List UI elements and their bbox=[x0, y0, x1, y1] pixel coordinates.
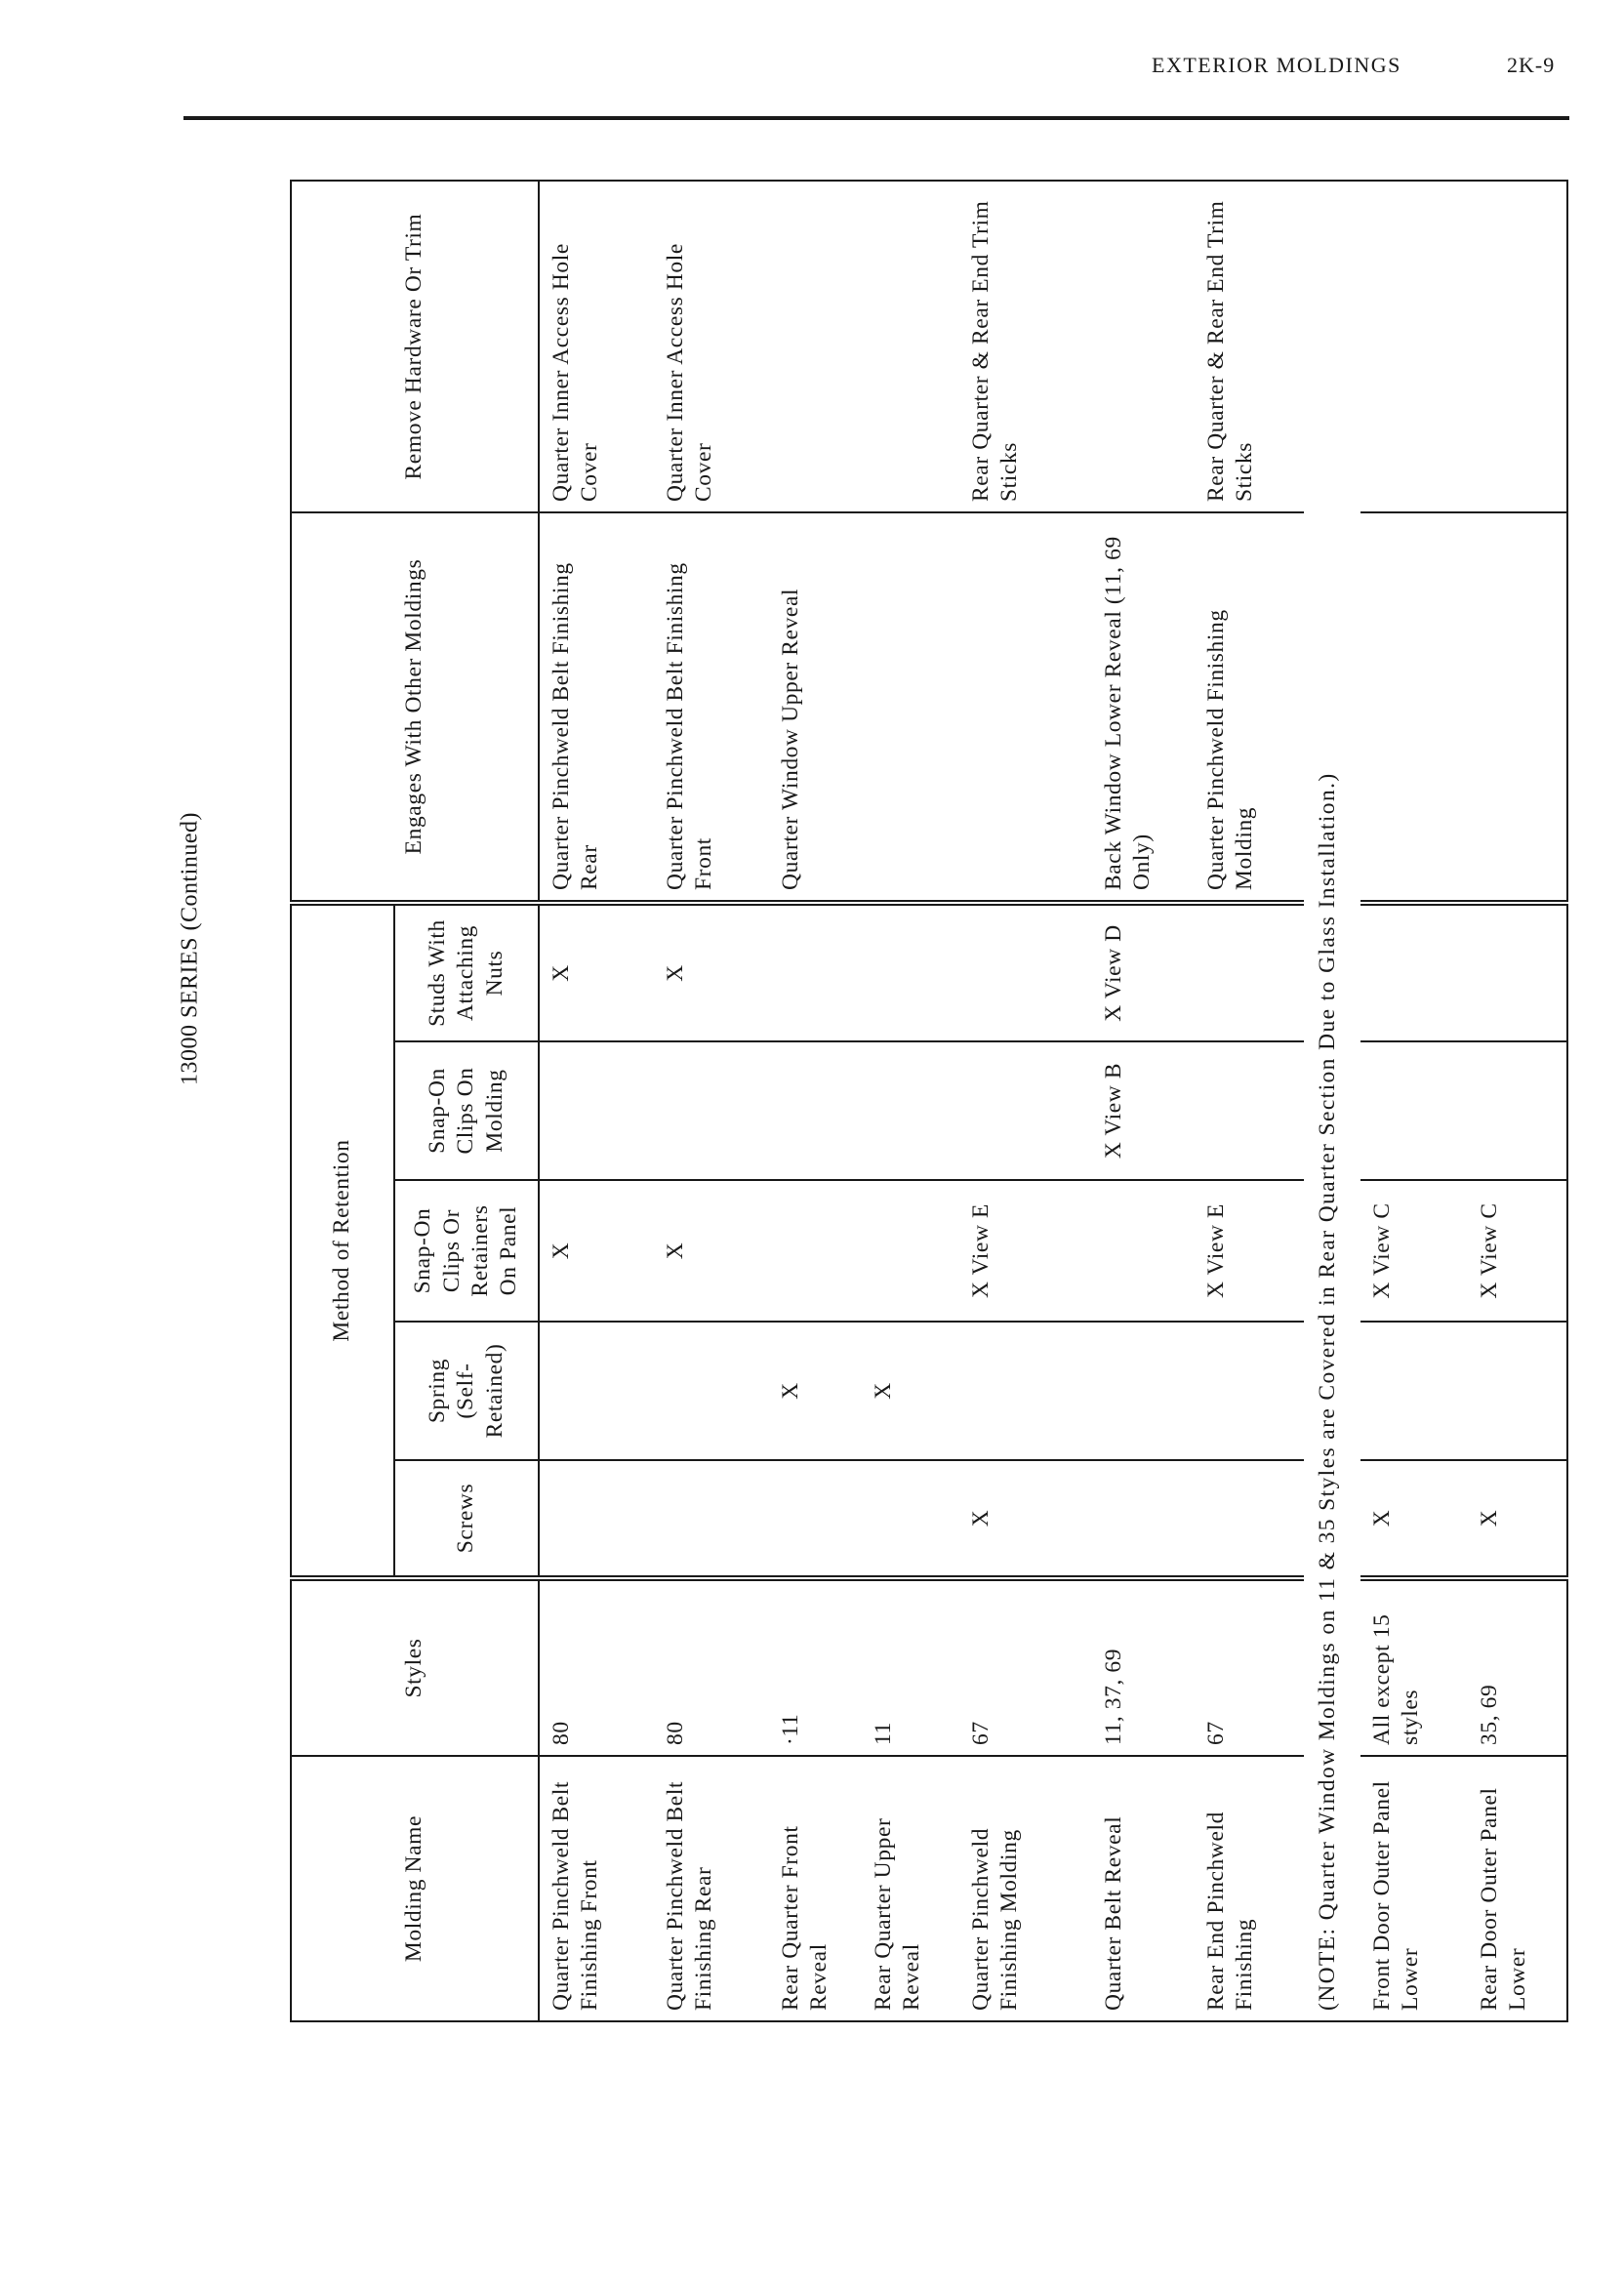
table-row bbox=[654, 181, 769, 2021]
engages-cell: Quarter Pinchweld Belt Finishing Front bbox=[654, 512, 769, 903]
snap-panel-cell: X bbox=[539, 1180, 654, 1322]
molding-name: Rear End Pinchweld Finishing bbox=[1195, 1756, 1304, 2021]
remove-cell bbox=[1468, 181, 1567, 512]
col-header-engages: Engages With Other Moldings bbox=[291, 512, 539, 903]
spring-cell bbox=[1195, 1322, 1304, 1460]
col-header-spring: Spring (Self-Retained) bbox=[394, 1322, 539, 1460]
table-caption: 13000 SERIES (Continued) bbox=[177, 812, 203, 1085]
table-row bbox=[769, 181, 862, 2021]
engages-cell: Quarter Pinchweld Finishing Molding bbox=[1195, 512, 1304, 903]
spring-cell bbox=[1468, 1322, 1567, 1460]
remove-cell bbox=[769, 181, 862, 512]
remove-cell bbox=[1092, 181, 1195, 512]
table-row bbox=[959, 181, 1092, 2021]
spring-cell bbox=[654, 1322, 769, 1460]
remove-cell bbox=[1360, 181, 1468, 512]
studs-cell: X bbox=[539, 903, 654, 1041]
molding-retention-table bbox=[290, 180, 1568, 2022]
screws-cell bbox=[862, 1460, 959, 1578]
engages-cell bbox=[959, 512, 1092, 903]
screws-cell bbox=[654, 1460, 769, 1578]
table-row bbox=[1360, 181, 1468, 2021]
snap-molding-cell bbox=[862, 1041, 959, 1180]
molding-name: Rear Quarter Front Reveal bbox=[769, 1756, 862, 2021]
table-note: (NOTE: Quarter Window Moldings on 11 & 35 Styles are Covered in Rear Quarter Section Due to Glass Installation.) bbox=[1304, 181, 1360, 2021]
styles-cell: 67 bbox=[1195, 1578, 1304, 1756]
snap-molding-cell bbox=[959, 1041, 1092, 1180]
studs-cell bbox=[1468, 903, 1567, 1041]
snap-molding-cell bbox=[769, 1041, 862, 1180]
remove-cell: Quarter Inner Access Hole Cover bbox=[654, 181, 769, 512]
note-row bbox=[1304, 181, 1360, 2021]
remove-cell bbox=[862, 181, 959, 512]
remove-cell: Rear Quarter & Rear End Trim Sticks bbox=[1195, 181, 1304, 512]
studs-cell bbox=[862, 903, 959, 1041]
styles-cell: 11, 37, 69 bbox=[1092, 1578, 1195, 1756]
col-header-molding-name: Molding Name bbox=[291, 1756, 539, 2021]
spring-cell: X bbox=[862, 1322, 959, 1460]
engages-cell bbox=[862, 512, 959, 903]
snap-molding-cell bbox=[654, 1041, 769, 1180]
engages-cell: Quarter Pinchweld Belt Finishing Rear bbox=[539, 512, 654, 903]
snap-panel-cell bbox=[1092, 1180, 1195, 1322]
engages-cell: Quarter Window Upper Reveal bbox=[769, 512, 862, 903]
engages-cell bbox=[1360, 512, 1468, 903]
col-header-snap-on-panel: Snap-On Clips Or Retainers On Panel bbox=[394, 1180, 539, 1322]
studs-cell: X bbox=[654, 903, 769, 1041]
styles-cell: 80 bbox=[654, 1578, 769, 1756]
studs-cell bbox=[959, 903, 1092, 1041]
snap-panel-cell: X bbox=[654, 1180, 769, 1322]
spring-cell bbox=[1360, 1322, 1468, 1460]
snap-molding-cell bbox=[1468, 1041, 1567, 1180]
spring-cell bbox=[539, 1322, 654, 1460]
snap-panel-cell: X View E bbox=[1195, 1180, 1304, 1322]
studs-cell bbox=[1195, 903, 1304, 1041]
snap-molding-cell bbox=[539, 1041, 654, 1180]
screws-cell bbox=[539, 1460, 654, 1578]
molding-name: Rear Quarter Upper Reveal bbox=[862, 1756, 959, 2021]
spring-cell bbox=[1092, 1322, 1195, 1460]
studs-cell bbox=[769, 903, 862, 1041]
styles-cell: 80 bbox=[539, 1578, 654, 1756]
snap-molding-cell bbox=[1195, 1041, 1304, 1180]
col-header-method-of-retention: Method of Retention bbox=[291, 903, 394, 1578]
molding-name: Quarter Pinchweld Belt Finishing Rear bbox=[654, 1756, 769, 2021]
remove-cell: Quarter Inner Access Hole Cover bbox=[539, 181, 654, 512]
remove-cell: Rear Quarter & Rear End Trim Sticks bbox=[959, 181, 1092, 512]
running-header-title: EXTERIOR MOLDINGS bbox=[1152, 53, 1401, 77]
molding-name: Quarter Pinchweld Finishing Molding bbox=[959, 1756, 1092, 2021]
col-header-screws: Screws bbox=[394, 1460, 539, 1578]
col-header-studs: Studs With Attaching Nuts bbox=[394, 903, 539, 1041]
col-header-remove: Remove Hardware Or Trim bbox=[291, 181, 539, 512]
snap-molding-cell: X View B bbox=[1092, 1041, 1195, 1180]
col-header-styles: Styles bbox=[291, 1578, 539, 1756]
styles-cell: 67 bbox=[959, 1578, 1092, 1756]
snap-panel-cell: X View E bbox=[959, 1180, 1092, 1322]
screws-cell bbox=[1092, 1460, 1195, 1578]
table-row bbox=[862, 181, 959, 2021]
studs-cell bbox=[1360, 903, 1468, 1041]
snap-panel-cell: X View C bbox=[1360, 1180, 1468, 1322]
snap-panel-cell: X View C bbox=[1468, 1180, 1567, 1322]
molding-name: Quarter Pinchweld Belt Finishing Front bbox=[539, 1756, 654, 2021]
styles-cell: ·11 bbox=[769, 1578, 862, 1756]
header-rule bbox=[183, 116, 1569, 120]
styles-cell: 35, 69 bbox=[1468, 1578, 1567, 1756]
rotated-retention-table bbox=[290, 182, 1575, 2022]
snap-molding-cell bbox=[1360, 1041, 1468, 1180]
page-number: 2K-9 bbox=[1507, 53, 1556, 77]
screws-cell bbox=[769, 1460, 862, 1578]
molding-name: Front Door Outer Panel Lower bbox=[1360, 1756, 1468, 2021]
screws-cell: X bbox=[1360, 1460, 1468, 1578]
molding-name: Rear Door Outer Panel Lower bbox=[1468, 1756, 1567, 2021]
snap-panel-cell bbox=[862, 1180, 959, 1322]
col-header-snap-on-molding: Snap-On Clips On Molding bbox=[394, 1041, 539, 1180]
table-header bbox=[291, 181, 539, 2021]
studs-cell: X View D bbox=[1092, 903, 1195, 1041]
styles-cell: All except 15 styles bbox=[1360, 1578, 1468, 1756]
engages-cell: Back Window Lower Reveal (11, 69 Only) bbox=[1092, 512, 1195, 903]
screws-cell: X bbox=[1468, 1460, 1567, 1578]
table-row bbox=[539, 181, 654, 2021]
screws-cell: X bbox=[959, 1460, 1092, 1578]
table-row bbox=[1092, 181, 1195, 2021]
styles-cell: 11 bbox=[862, 1578, 959, 1756]
screws-cell bbox=[1195, 1460, 1304, 1578]
spring-cell bbox=[959, 1322, 1092, 1460]
molding-name: Quarter Belt Reveal bbox=[1092, 1756, 1195, 2021]
table-row bbox=[1195, 181, 1304, 2021]
table-row bbox=[1468, 181, 1567, 2021]
spring-cell: X bbox=[769, 1322, 862, 1460]
snap-panel-cell bbox=[769, 1180, 862, 1322]
engages-cell bbox=[1468, 512, 1567, 903]
